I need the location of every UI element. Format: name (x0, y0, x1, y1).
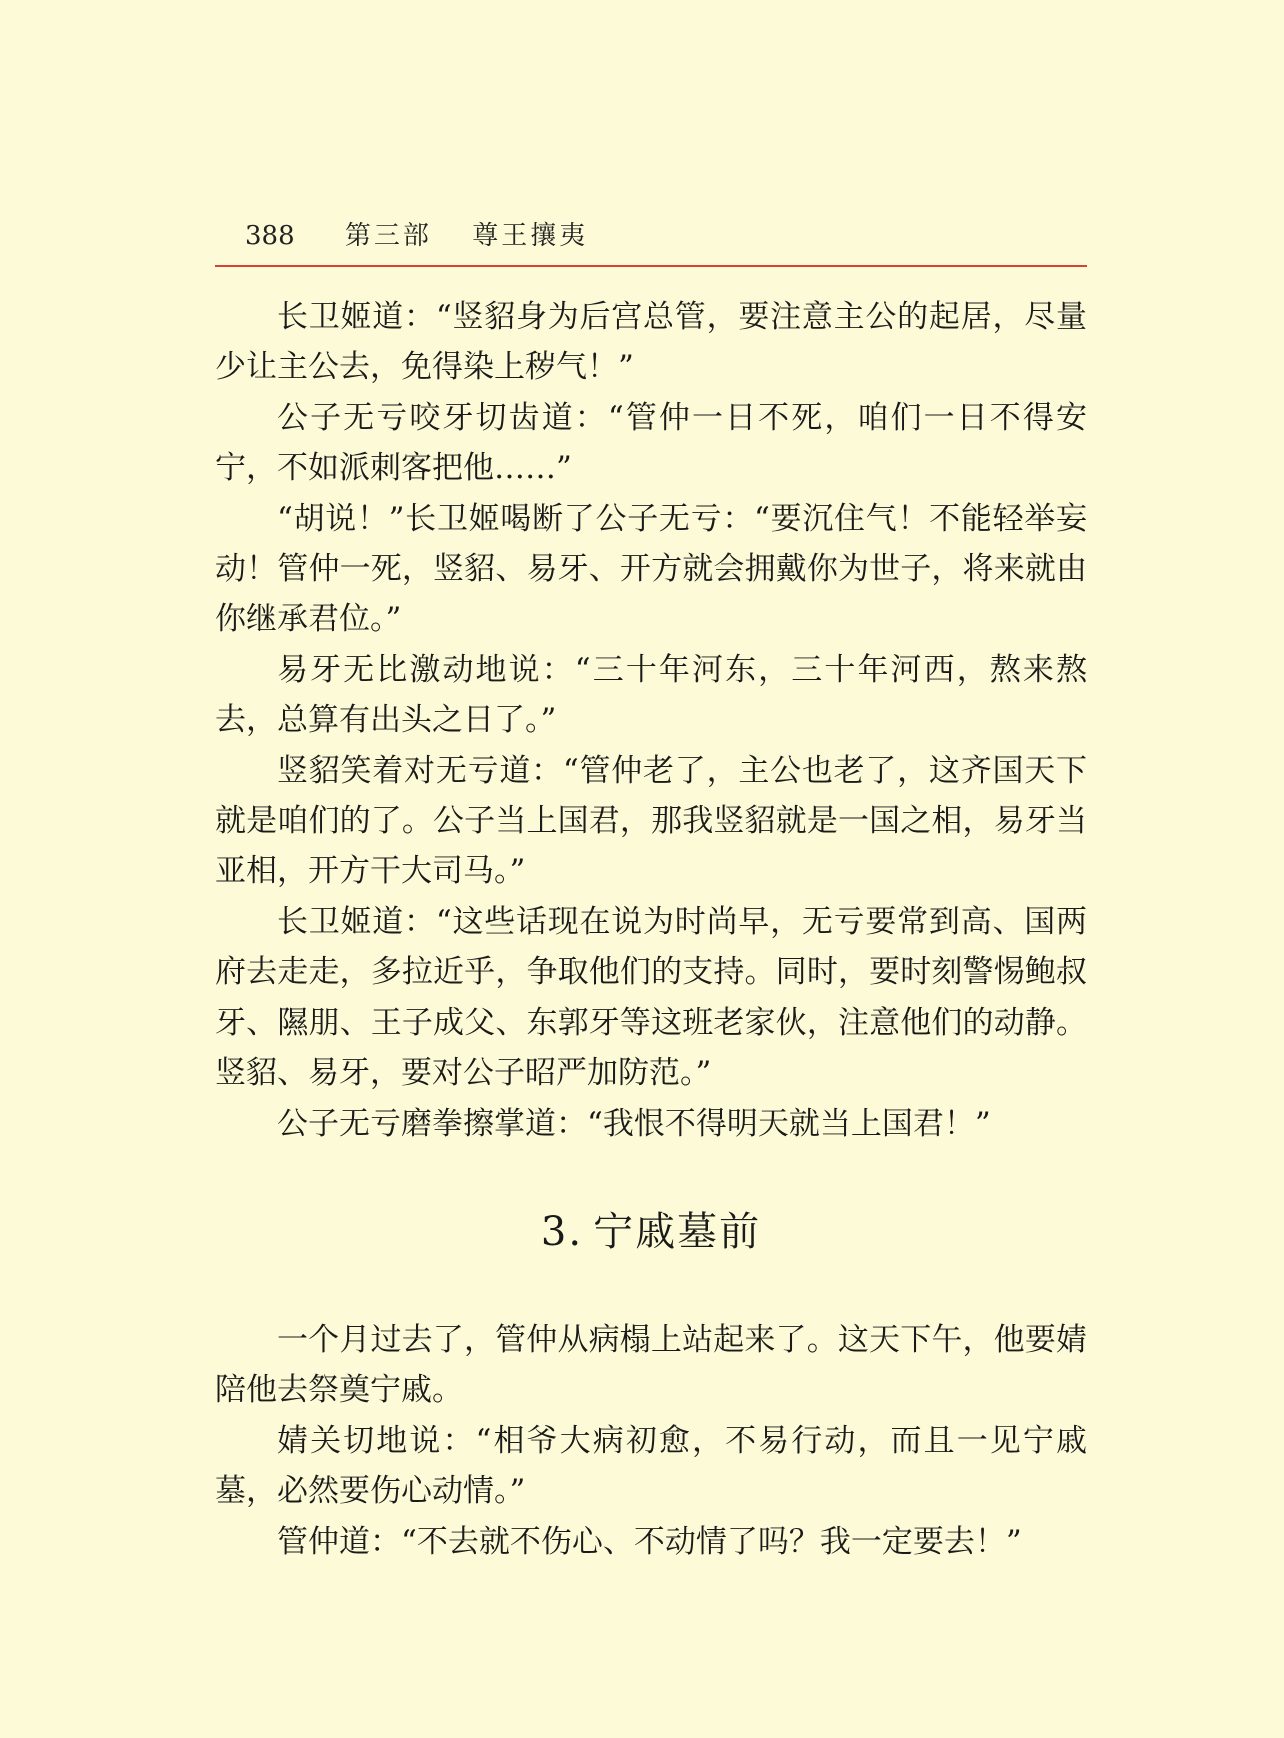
paragraph: 管仲道：“不去就不伤心、不动情了吗？我一定要去！” (277, 1523, 1022, 1560)
part-title: 尊王攘夷 (472, 221, 589, 251)
paragraph: 长卫姬道：“这些话现在说为时尚早，无亏要常到高、国两府去走走，多拉近乎，争取他们的支持。同时，要时刻警惕鲍叔牙、隰朋、王子成父、东郭牙等这班老家伙，注意他们的动静。竖貂、易牙，要对公子昭严加防范。” (215, 903, 1087, 1092)
header-rule (215, 265, 1087, 267)
body-text (215, 292, 1087, 1567)
paragraph: “胡说！”长卫姬喝断了公子无亏：“要沉住气！不能轻举妄动！管仲一死，竖貂、易牙、开方就会拥戴你为世子，将来就由你继承君位。” (215, 500, 1087, 638)
paragraph: 一个月过去了，管仲从病榻上站起来了。这天下午，他要婧陪他去祭奠宁戚。 (215, 1321, 1087, 1409)
page-number: 388 (245, 221, 295, 251)
running-head (215, 216, 1087, 256)
section-heading (215, 1149, 1087, 1315)
paragraph: 公子无亏咬牙切齿道：“管仲一日不死，咱们一日不得安宁，不如派刺客把他……” (215, 399, 1087, 487)
paragraph: 竖貂笑着对无亏道：“管仲老了，主公也老了，这齐国天下就是咱们的了。公子当上国君，那我竖貂就是一国之相，易牙当亚相，开方干大司马。” (215, 752, 1087, 890)
paragraph: 长卫姬道：“竖貂身为后宫总管，要注意主公的起居，尽量少让主公去，免得染上秽气！” (215, 299, 1087, 386)
paragraph: 婧关切地说：“相爷大病初愈，不易行动，而且一见宁戚墓，必然要伤心动情。” (215, 1422, 1087, 1510)
paragraph: 公子无亏磨拳擦掌道：“我恨不得明天就当上国君！” (277, 1105, 991, 1142)
section-number: 3. (540, 1208, 584, 1255)
book-page (215, 0, 1087, 1738)
paragraph: 易牙无比激动地说：“三十年河东，三十年河西，熬来熬去，总算有出头之日了。” (215, 651, 1087, 739)
part-label: 第三部 (344, 221, 432, 251)
section-title: 宁戚墓前 (593, 1208, 762, 1255)
